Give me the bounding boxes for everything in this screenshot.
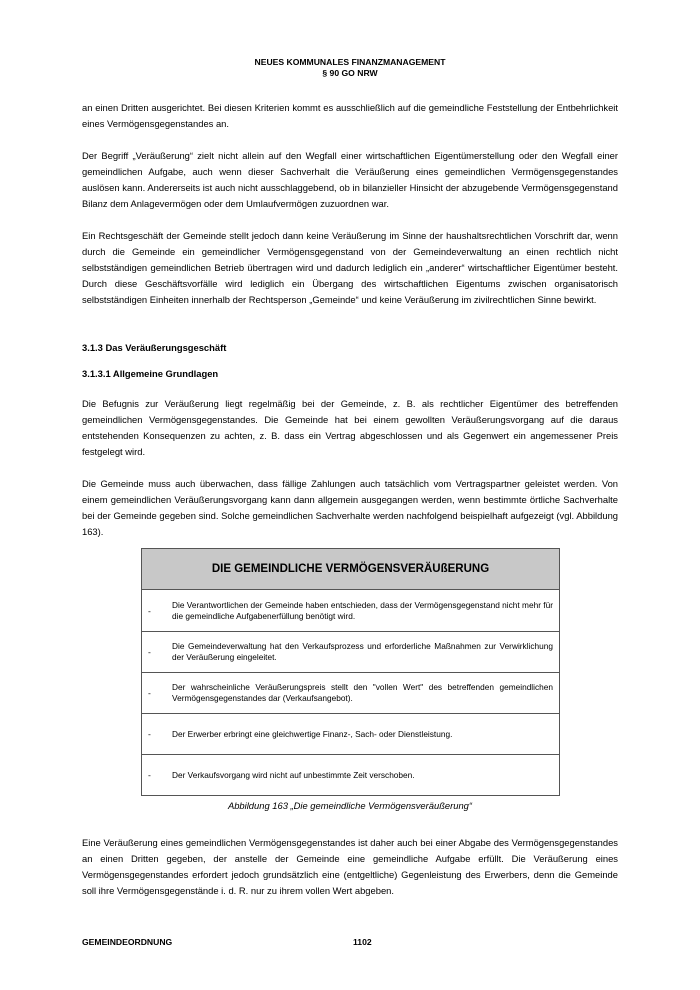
paragraph: Eine Veräußerung eines gemeindlichen Vermögensgegenstandes ist daher auch bei einer Abgabe des Vermögensgegenstandes an einen Dritten gegeben, der anstelle der Gemeinde eine gemeindliche Aufgabe erfüllt. Die Veräußerung eines Vermögensgegenstandes erfordert jedoch grundsätzlich eine (entgeltliche) Gegenleistung des Erwerbers, denn die Gemeinde soll ihre Vermögensgegenstände i. d. R. nur zu ihrem vollen Wert abgeben.: [82, 837, 618, 896]
paragraph: Der Begriff „Veräußerung“ zielt nicht allein auf den Wegfall einer wirtschaftlichen Eigentümerstellung oder den Wegfall einer gemeindlichen Aufgabe, auch wenn dieser Sachverhalt die Veräußerung eines gemeindlichen Vermögensgegenstandes auslösen kann. Andererseits ist auch nicht ausschlaggebend, ob in bilanzieller Hinsicht der abzugebende Vermögensgegenstand Bilanz dem Anlagevermögen oder dem Umlaufvermögen zuzuordnen war.: [82, 150, 618, 209]
table-row: [142, 590, 559, 631]
header-title: NEUES KOMMUNALES FINANZMANAGEMENT: [254, 57, 446, 67]
dash-bullet: -: [148, 605, 151, 616]
table-row: [142, 672, 559, 713]
header-subtitle: § 90 GO NRW: [322, 68, 378, 78]
table-row-text: Der Erwerber erbringt eine gleichwertige Finanz-, Sach- oder Dienstleistung.: [172, 728, 453, 739]
dash-bullet: -: [148, 647, 151, 657]
dash-bullet: -: [148, 688, 151, 698]
figure-table: [141, 548, 560, 796]
section-heading: 3.1.3 Das Veräußerungsgeschäft: [82, 342, 227, 353]
page-number: 1102: [353, 937, 372, 947]
paragraph: an einen Dritten ausgerichtet. Bei diesen Kriterien kommt es ausschließlich auf die gemeindliche Feststellung der Entbehrlichkeit eines Vermögensgegenstandes an.: [82, 102, 618, 129]
table-row: [142, 754, 559, 795]
paragraph: Die Gemeinde muss auch überwachen, dass fällige Zahlungen auch tatsächlich vom Vertragspartner geleistet werden. Von einem gemeindlichen Veräußerungsvorgang kann dann allgemein ausgegangen werden, wenn bestimmte örtliche Sachverhalte bei der Gemeinde gegeben sind. Solche gemeindlichen Sachverhalte werden nachfolgend beispielhaft aufgezeigt (vgl. Abbildung 163).: [82, 478, 618, 537]
page-header: [0, 57, 700, 79]
table-row: [142, 713, 559, 754]
table-row-text: Die Gemeindeverwaltung hat den Verkaufsprozess und erforderliche Maßnahmen zur Verwirklichung der Veräußerung eingeleitet.: [172, 641, 553, 662]
table-title: DIE GEMEINDLICHE VERMÖGENSVERÄUßERUNG: [142, 549, 559, 590]
table-row-text: Der wahrscheinliche Veräußerungspreis stellt den "vollen Wert" des betreffenden gemeindlichen Vermögensgegenstandes dar (Verkaufsangebot).: [172, 682, 553, 703]
footer-label: GEMEINDEORDNUNG: [82, 937, 173, 947]
paragraph: Ein Rechtsgeschäft der Gemeinde stellt jedoch dann keine Veräußerung im Sinne der haushaltsrechtlichen Vorschrift dar, wenn durch die Gemeinde ein gemeindlicher Vermögensgegenstand von der Gemeindeverwaltung an einen rechtlich nicht selbstständigen gemeindlichen Betrieb übertragen wird und dadurch lediglich ein „anderer“ wirtschaftlicher Eigentümer besteht. Durch diese Geschäftsvorfälle wird lediglich ein Übergang des wirtschaftlichen Eigentums zwischen organisatorisch selbstständigen Einheiten innerhalb der Rechtsperson „Gemeinde“ und keine Veräußerung im zivilrechtlichen Sinne bewirkt.: [82, 230, 618, 305]
page-content: [82, 100, 618, 899]
paragraph: Die Befugnis zur Veräußerung liegt regelmäßig bei der Gemeinde, z. B. als rechtlicher Eigentümer des betreffenden gemeindlichen Vermögensgegenstandes. Die Gemeinde hat bei einem gewollten Veräußerungsvorgang auf die daraus entstehenden Konsequenzen zu achten, z. B. dass ein Vertrag abgeschlossen und als Gegenwert ein angemessener Preis festgelegt wird.: [82, 398, 618, 457]
subsection-heading: 3.1.3.1 Allgemeine Grundlagen: [82, 368, 219, 379]
dash-bullet: -: [148, 729, 151, 739]
dash-bullet: -: [148, 770, 151, 780]
table-row-text: Der Verkaufsvorgang wird nicht auf unbestimmte Zeit verschoben.: [172, 769, 415, 780]
table-row-text: Die Verantwortlichen der Gemeinde haben entschieden, dass der Vermögensgegenstand nicht mehr für die gemeindliche Aufgabenerfüllung benötigt wird.: [172, 599, 553, 621]
table-row: [142, 631, 559, 672]
figure-caption: Abbildung 163 „Die gemeindliche Vermögensveräußerung“: [227, 800, 473, 811]
